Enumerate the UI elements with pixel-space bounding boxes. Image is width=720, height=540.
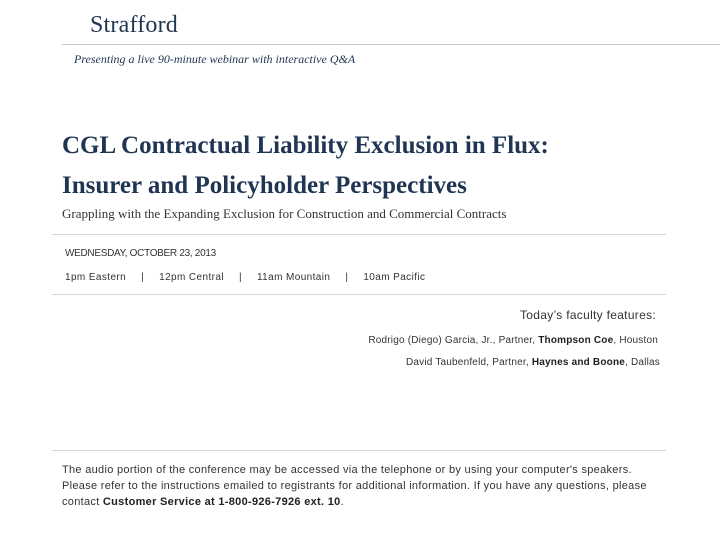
tagline: Presenting a live 90-minute webinar with interactive Q&A	[74, 52, 356, 66]
time-separator: |	[141, 272, 145, 283]
time-eastern: 1pm Eastern	[65, 272, 127, 283]
speaker-1-firm: Thompson Coe	[538, 335, 614, 346]
divider-top	[52, 234, 666, 235]
speaker-2-name: David Taubenfeld, Partner,	[405, 357, 532, 368]
audio-instructions	[62, 462, 662, 510]
speaker-2	[406, 357, 660, 368]
divider-bottom	[52, 450, 666, 451]
faculty-heading: Today’s faculty features:	[519, 308, 656, 322]
strafford-logo: Strafford	[90, 12, 179, 38]
audio-instructions-end: .	[340, 496, 344, 508]
speaker-1-location: , Houston	[613, 335, 658, 346]
speaker-1-name: Rodrigo (Diego) Garcia, Jr., Partner,	[368, 335, 539, 346]
time-central: 12pm Central	[159, 272, 224, 283]
header-divider	[62, 44, 720, 45]
divider-middle	[52, 294, 666, 295]
title-line-2: Insurer and Policyholder Perspectives	[62, 172, 467, 199]
time-pacific: 10am Pacific	[363, 272, 426, 283]
page-subtitle: Grappling with the Expanding Exclusion for Construction and Commercial Contracts	[62, 206, 507, 221]
speaker-2-location: , Dallas	[625, 357, 660, 368]
time-separator: |	[238, 272, 242, 283]
audio-instructions-text: The audio portion of the conference may be accessed via the telephone or by using your computer's speakers. Please refer to the instructions emailed to registrants for additional information. If you have any questions, please contact	[62, 464, 647, 508]
event-times	[65, 272, 425, 283]
time-separator: |	[345, 272, 349, 283]
page-title	[62, 126, 702, 206]
speaker-2-firm: Haynes and Boone	[531, 357, 626, 368]
event-date: WEDNESDAY, OCTOBER 23, 2013	[65, 248, 216, 259]
title-line-1: CGL Contractual Liability Exclusion in Flux:	[62, 132, 549, 159]
time-mountain: 11am Mountain	[256, 272, 331, 283]
speaker-1	[368, 335, 658, 346]
customer-service-contact: Customer Service at 1-800-926-7926 ext. 10	[102, 496, 341, 508]
